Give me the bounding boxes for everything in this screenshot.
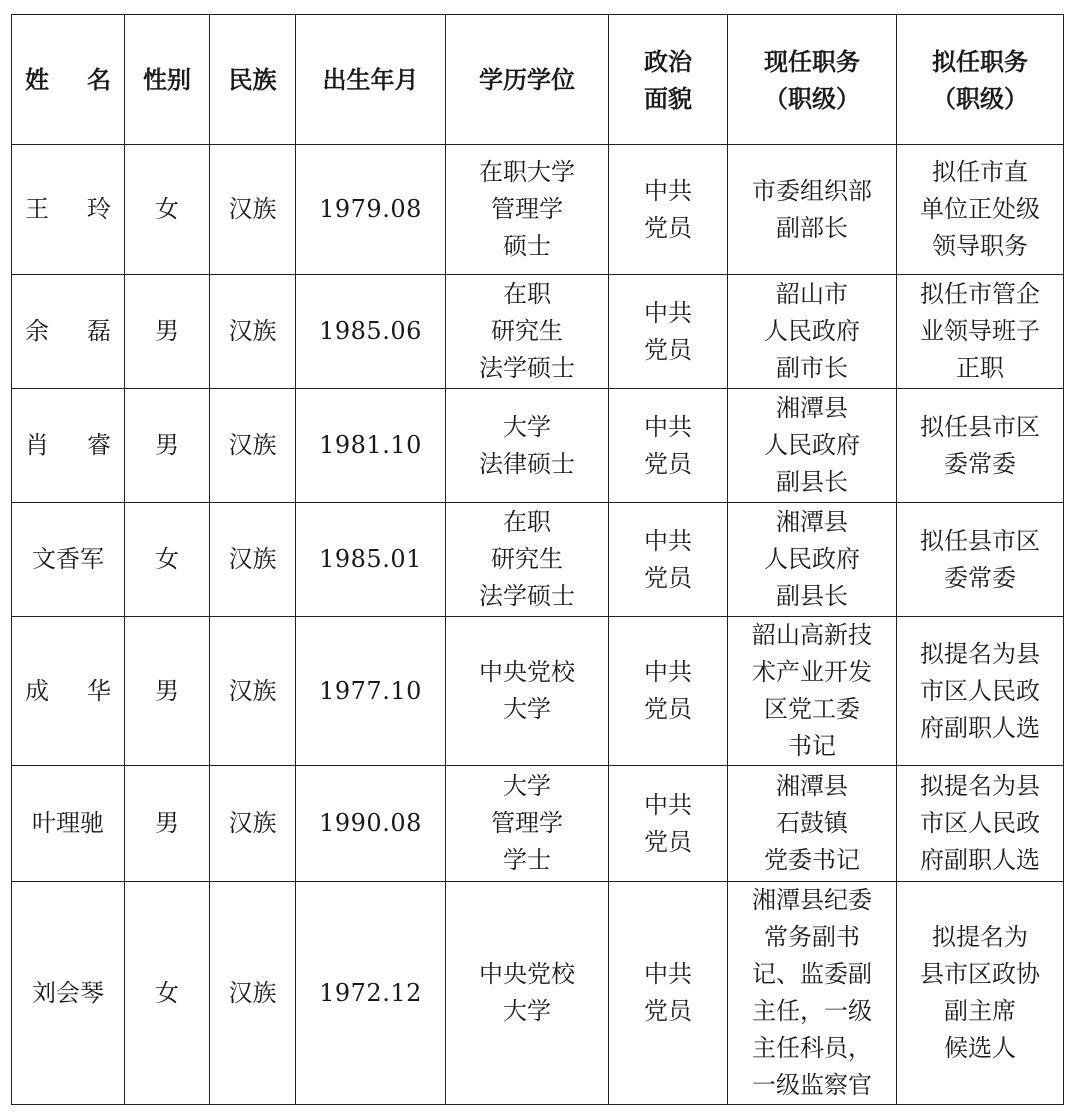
table-row [12,882,1064,1105]
birth-date-cell: 1979.08 [296,145,446,275]
header-political: 政治 面貌 [609,15,728,145]
proposed-post-cell [897,617,1064,766]
header-name: 姓 名 [12,15,125,145]
education-line: 法学硕士 [479,354,575,382]
name-cell [12,617,125,766]
cadre-appointment-table [11,14,1064,1105]
political-status-line: 党员 [644,335,692,364]
name-text: 文香军 [32,545,104,573]
current-post-cell [728,389,897,503]
political-status-line: 中共 [644,412,692,441]
political-status-line: 党员 [644,695,692,723]
proposed-post-line: 领导职务 [932,232,1028,260]
political-status-line: 中共 [644,298,692,327]
current-post-line: 湘潭县 [776,508,848,536]
current-post-line: 副市长 [776,354,848,382]
table-row [12,617,1064,766]
proposed-post-cell [897,389,1064,503]
current-post-line: 记、监委副 [752,960,872,988]
proposed-post-line: 拟任市管企 [920,280,1040,308]
proposed-post-line: 委常委 [944,563,1016,592]
current-post-cell [728,617,897,766]
current-post-line: 区党工委 [764,695,860,723]
education-line: 大学 [503,772,551,800]
education-line: 在职大学 [479,158,575,186]
current-post-line: 人民政府 [764,431,860,459]
proposed-post-line: 拟任县市区 [920,526,1040,555]
name-cell [12,882,125,1105]
name-cell [12,389,125,503]
political-status-line: 中共 [644,960,692,988]
table-row [12,275,1064,389]
political-status-line: 党员 [644,563,692,592]
current-post-line: 人民政府 [764,317,860,345]
proposed-post-line: 单位正处级 [920,195,1040,223]
birth-date-cell: 1972.12 [296,882,446,1105]
current-post-line: 韶山市 [776,280,848,308]
proposed-post-line: 副主席 [944,997,1016,1025]
gender-cell: 男 [125,275,210,389]
current-post-cell [728,503,897,617]
current-post-line: 常务副书 [764,923,860,951]
education-cell [446,275,609,389]
education-cell [446,503,609,617]
current-post-cell [728,882,897,1105]
ethnicity-cell: 汉族 [210,617,296,766]
proposed-post-line: 县市区政协 [920,960,1040,988]
header-birth: 出生年月 [296,15,446,145]
current-post-line: 一级监察官 [752,1071,872,1099]
education-line: 管理学 [491,809,563,837]
birth-date-cell: 1977.10 [296,617,446,766]
education-cell [446,882,609,1105]
table-row [12,766,1064,882]
header-row [12,15,1064,145]
education-line: 在职 [503,280,551,308]
proposed-post-cell [897,766,1064,882]
current-post-line: 副县长 [776,468,848,496]
current-post-line: 党委书记 [764,846,860,874]
name-text: 叶理驰 [32,809,104,837]
current-post-line: 书记 [788,732,836,760]
education-line: 研究生 [491,317,563,345]
gender-cell: 男 [125,617,210,766]
header-proposed-post: 拟任职务 （职级） [897,15,1064,145]
ethnicity-cell: 汉族 [210,145,296,275]
political-status-cell [609,617,728,766]
current-post-cell [728,275,897,389]
proposed-post-cell [897,882,1064,1105]
proposed-post-cell [897,145,1064,275]
proposed-post-line: 拟任县市区 [920,412,1040,441]
ethnicity-cell: 汉族 [210,503,296,617]
education-cell [446,389,609,503]
education-line: 中央党校 [479,658,575,686]
proposed-post-line: 委常委 [944,449,1016,478]
education-cell [446,145,609,275]
header-education: 学历学位 [446,15,609,145]
political-status-line: 党员 [644,827,692,856]
header-ethnicity: 民族 [210,15,296,145]
education-line: 大学 [503,412,551,441]
education-line: 学士 [503,846,551,874]
current-post-line: 术产业开发 [752,658,872,686]
current-post-line: 副县长 [776,582,848,610]
birth-date-cell: 1985.06 [296,275,446,389]
name-cell [12,145,125,275]
political-status-line: 中共 [644,658,692,686]
current-post-line: 市委组织部 [752,176,872,205]
table-row [12,389,1064,503]
proposed-post-cell [897,503,1064,617]
proposed-post-line: 拟提名为县 [920,772,1040,800]
gender-cell: 男 [125,389,210,503]
political-status-cell [609,882,728,1105]
name-text: 余磊 [25,317,111,345]
current-post-line: 主任，一级 [752,997,872,1025]
proposed-post-line: 拟任市直 [932,158,1028,186]
table-row [12,145,1064,275]
political-status-cell [609,275,728,389]
political-status-cell [609,145,728,275]
current-post-line: 湘潭县 [776,394,848,422]
current-post-line: 湘潭县纪委 [752,886,872,914]
birth-date-cell: 1985.01 [296,503,446,617]
education-line: 管理学 [491,195,563,223]
education-line: 大学 [503,695,551,723]
education-line: 研究生 [491,545,563,573]
ethnicity-cell: 汉族 [210,882,296,1105]
current-post-cell [728,145,897,275]
current-post-line: 石鼓镇 [776,809,848,837]
education-cell [446,617,609,766]
education-line: 大学 [503,997,551,1025]
gender-cell: 女 [125,882,210,1105]
current-post-line: 湘潭县 [776,772,848,800]
ethnicity-cell: 汉族 [210,275,296,389]
ethnicity-cell: 汉族 [210,389,296,503]
education-line: 硕士 [503,232,551,260]
proposed-post-line: 正职 [956,354,1004,382]
political-status-line: 中共 [644,176,692,205]
proposed-post-line: 府副职人选 [920,846,1040,874]
political-status-line: 中共 [644,790,692,819]
header-gender: 性别 [125,15,210,145]
education-line: 在职 [503,508,551,536]
gender-cell: 男 [125,766,210,882]
political-status-line: 中共 [644,526,692,555]
political-status-cell [609,503,728,617]
proposed-post-line: 府副职人选 [920,713,1040,742]
political-status-line: 党员 [644,213,692,242]
name-text: 肖睿 [25,431,111,459]
gender-cell: 女 [125,145,210,275]
header-current-post: 现任职务 （职级） [728,15,897,145]
birth-date-cell: 1990.08 [296,766,446,882]
proposed-post-line: 业领导班子 [920,317,1040,345]
name-text: 成华 [25,676,111,705]
name-cell [12,503,125,617]
proposed-post-line: 候选人 [944,1034,1016,1062]
name-cell [12,275,125,389]
current-post-line: 主任科员， [752,1034,872,1062]
name-cell [12,766,125,882]
name-text: 王玲 [25,195,111,223]
current-post-line: 韶山高新技 [752,621,872,649]
current-post-cell [728,766,897,882]
education-line: 法学硕士 [479,582,575,610]
current-post-line: 副部长 [776,213,848,242]
political-status-line: 党员 [644,997,692,1025]
proposed-post-line: 拟提名为 [932,923,1028,951]
education-line: 法律硕士 [479,449,575,478]
birth-date-cell: 1981.10 [296,389,446,503]
table-row [12,503,1064,617]
name-text: 刘会琴 [32,978,104,1007]
proposed-post-line: 市区人民政 [920,809,1040,837]
proposed-post-line: 拟提名为县 [920,639,1040,668]
current-post-line: 人民政府 [764,545,860,573]
gender-cell: 女 [125,503,210,617]
proposed-post-cell [897,275,1064,389]
ethnicity-cell: 汉族 [210,766,296,882]
proposed-post-line: 市区人民政 [920,676,1040,705]
education-line: 中央党校 [479,960,575,988]
political-status-line: 党员 [644,449,692,478]
political-status-cell [609,766,728,882]
political-status-cell [609,389,728,503]
education-cell [446,766,609,882]
